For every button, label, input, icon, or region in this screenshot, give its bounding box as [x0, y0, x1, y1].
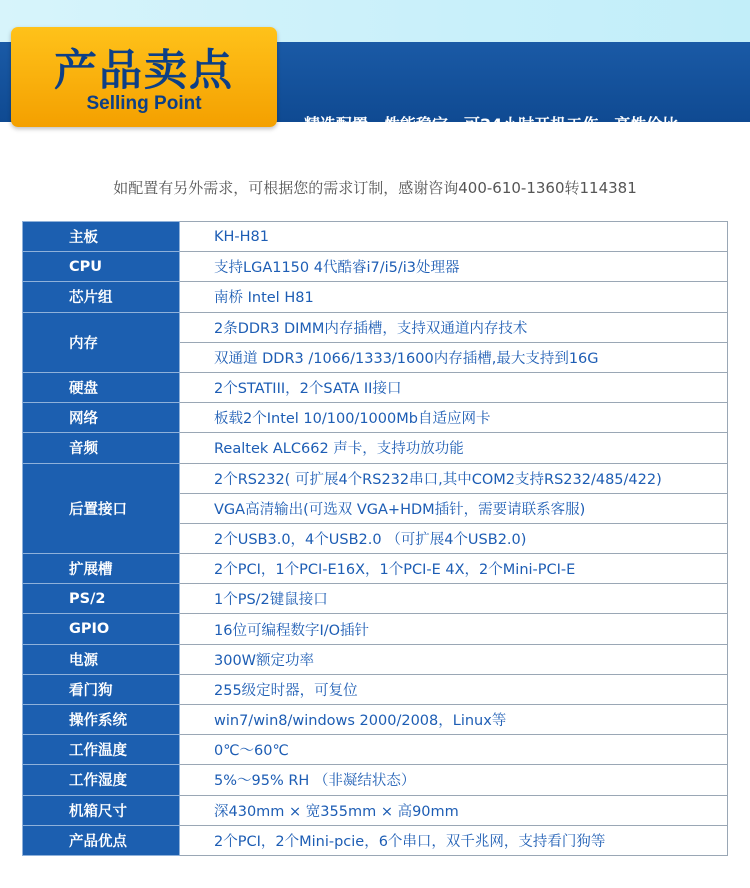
spec-row: [23, 735, 728, 765]
spec-value: 1个PS/2键鼠接口: [180, 584, 728, 614]
spec-value: Realtek ALC662 声卡，支持功放功能: [180, 433, 728, 463]
spec-row: [23, 403, 728, 433]
spec-key: 硬盘: [23, 372, 180, 402]
badge-title: 产品卖点: [54, 46, 234, 96]
spec-key: PS/2: [23, 584, 180, 614]
spec-key: 产品优点: [23, 825, 180, 855]
spec-value: win7/win8/windows 2000/2008，Linux等: [180, 705, 728, 735]
spec-row: [23, 372, 728, 402]
spec-key: CPU: [23, 252, 180, 282]
spec-value: KH-H81: [180, 222, 728, 252]
spec-key: 工作湿度: [23, 765, 180, 795]
spec-table: [22, 221, 728, 856]
spec-row: [23, 614, 728, 644]
spec-row: [23, 554, 728, 584]
spec-key: 扩展槽: [23, 554, 180, 584]
spec-row: [23, 433, 728, 463]
section-badge: [11, 27, 277, 127]
spec-key: 工作温度: [23, 735, 180, 765]
spec-value: 2个STATIII，2个SATA II接口: [180, 372, 728, 402]
spec-row: [23, 222, 728, 252]
spec-key: 音频: [23, 433, 180, 463]
spec-value: 板载2个Intel 10/100/1000Mb自适应网卡: [180, 403, 728, 433]
spec-value: 支持LGA1150 4代酷睿i7/i5/i3处理器: [180, 252, 728, 282]
spec-row: [23, 463, 728, 493]
spec-value: 2个PCI，2个Mini-pcie，6个串口，双千兆网，支持看门狗等: [180, 825, 728, 855]
spec-key: 网络: [23, 403, 180, 433]
spec-row: [23, 644, 728, 674]
spec-value: 5%～95% RH （非凝结状态）: [180, 765, 728, 795]
spec-row: [23, 795, 728, 825]
spec-value: 南桥 Intel H81: [180, 282, 728, 312]
badge-subtitle: Selling Point: [86, 93, 202, 114]
spec-value: 0℃～60℃: [180, 735, 728, 765]
spec-value: 深430mm × 宽355mm × 高90mm: [180, 795, 728, 825]
spec-key: 看门狗: [23, 674, 180, 704]
spec-value: 255级定时器，可复位: [180, 674, 728, 704]
spec-key: 电源: [23, 644, 180, 674]
spec-value: 16位可编程数字I/O插针: [180, 614, 728, 644]
spec-row: [23, 584, 728, 614]
custom-order-note: 如配置有另外需求，可根据您的需求订制，感谢咨询400-610-1360转114381: [113, 179, 637, 197]
spec-row: [23, 825, 728, 855]
spec-row: [23, 705, 728, 735]
spec-key: 操作系统: [23, 705, 180, 735]
spec-value: 2条DDR3 DIMM内存插槽，支持双通道内存技术: [180, 312, 728, 342]
spec-key: 芯片组: [23, 282, 180, 312]
spec-value: 300W额定功率: [180, 644, 728, 674]
spec-row: [23, 282, 728, 312]
spec-value: 2个USB3.0，4个USB2.0 （可扩展4个USB2.0): [180, 523, 728, 553]
spec-key: 内存: [23, 312, 180, 372]
spec-value: 2个PCI，1个PCI-E16X，1个PCI-E 4X，2个Mini-PCI-E: [180, 554, 728, 584]
spec-value: 双通道 DDR3 /1066/1333/1600内存插槽,最大支持到16G: [180, 342, 728, 372]
spec-key: 主板: [23, 222, 180, 252]
spec-row: [23, 312, 728, 342]
spec-key: GPIO: [23, 614, 180, 644]
spec-row: [23, 765, 728, 795]
tagline: 精选配置，性能稳定，可24小时开机工作，高性价比: [304, 115, 679, 134]
spec-value: 2个RS232( 可扩展4个RS232串口,其中COM2支持RS232/485/422): [180, 463, 728, 493]
spec-row: [23, 674, 728, 704]
spec-row: [23, 252, 728, 282]
spec-value: VGA高清输出(可选双 VGA+HDM插针，需要请联系客服): [180, 493, 728, 523]
spec-key: 机箱尺寸: [23, 795, 180, 825]
spec-key: 后置接口: [23, 463, 180, 554]
spec-table-body: [23, 222, 728, 856]
